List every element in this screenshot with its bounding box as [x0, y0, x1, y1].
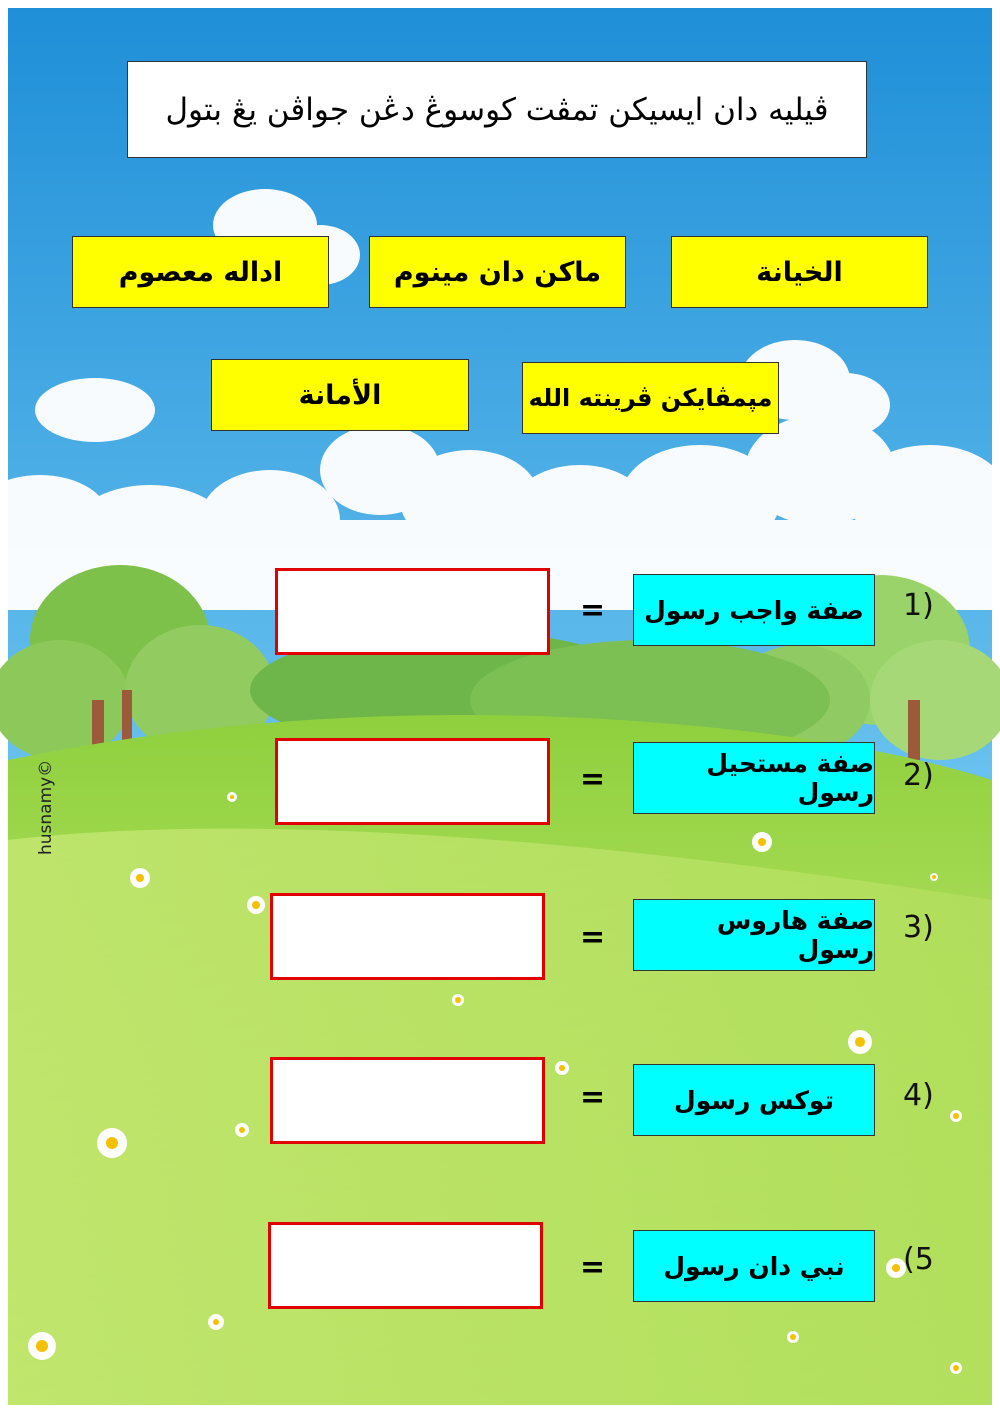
watermark: husnamy© [36, 759, 56, 855]
question-term-2: صفة مستحيل رسول [633, 742, 875, 814]
question-term-1: صفة واجب رسول [633, 574, 875, 646]
answer-box-1[interactable] [275, 568, 550, 655]
question-number-4: 4) [903, 1078, 934, 1113]
question-term-5: نبي دان رسول [633, 1230, 875, 1302]
equals-sign-2: = [580, 762, 606, 797]
word-bank-item-makan-minum[interactable]: ماكن دان مينوم [369, 236, 626, 308]
equals-sign-4: = [580, 1080, 606, 1115]
question-number-2: 2) [903, 758, 934, 793]
word-bank-item-sampaikan-perintah[interactable]: مپمڤايكن ڤرينته الله [522, 362, 779, 434]
answer-box-5[interactable] [268, 1222, 543, 1309]
word-bank-item-maksum[interactable]: اداله معصوم [72, 236, 329, 308]
question-number-3: 3) [903, 910, 934, 945]
equals-sign-5: = [580, 1250, 606, 1285]
equals-sign-1: = [580, 593, 606, 628]
answer-box-3[interactable] [270, 893, 545, 980]
instruction-title: ڤيليه دان ايسيکن تمڤت کوسوڠ دڠن جواڤن يڠ بتول [127, 61, 867, 158]
question-term-3: صفة هاروس رسول [633, 899, 875, 971]
answer-box-4[interactable] [270, 1057, 545, 1144]
word-bank-item-al-amanah[interactable]: الأمانة [211, 359, 469, 431]
answer-box-2[interactable] [275, 738, 550, 825]
equals-sign-3: = [580, 920, 606, 955]
word-bank-item-al-khiyanah[interactable]: الخيانة [671, 236, 928, 308]
question-number-1: 1) [903, 588, 934, 623]
question-term-4: توكس رسول [633, 1064, 875, 1136]
question-number-5: (5 [903, 1242, 934, 1277]
